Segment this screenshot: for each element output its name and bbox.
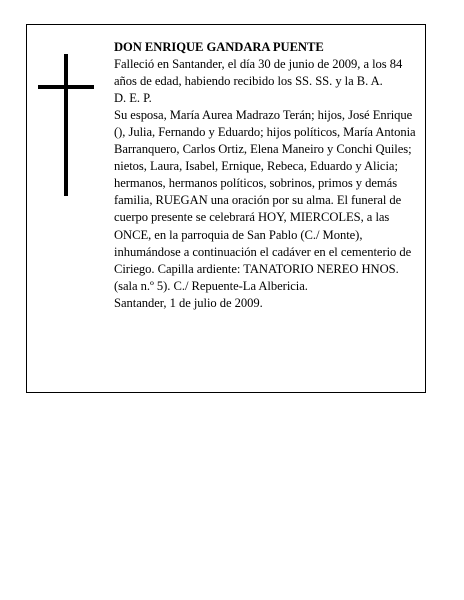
cross-horizontal-bar bbox=[38, 85, 94, 89]
deceased-name: DON ENRIQUE GANDARA PUENTE bbox=[114, 40, 324, 54]
rest-in-peace: D. E. P. bbox=[114, 91, 152, 106]
family-notice-body: Su esposa, María Aurea Madrazo Terán; hijos, José Enrique (), Julia, Fernando y Eduardo; hijos políticos, María Antonia Barranquero, Carlos Ortiz, Elena Maneiro y Conchi Quiles; nietos, Laura, Isabel, Ernique, Rebeca, Eduardo y Alicia; hermanos, hermanos políticos, sobrinos, primos y demás familia, RUEGAN una oración por su alma. El funeral de cuerpo presente se celebrará HOY, MIERCOLES, a las ONCE, en la parroquia de San Pablo (C./ Monte), inhumándose a continuación el cadáver en el cementerio de Ciriego. Capilla ardiente: TANATORIO NEREO HNOS. (sala n.º 5). C./ Repuente-La Albericia. bbox=[114, 108, 416, 293]
cross-vertical-bar bbox=[64, 54, 68, 196]
place-and-date: Santander, 1 de julio de 2009. bbox=[114, 295, 263, 310]
obituary-text bbox=[114, 39, 422, 312]
death-announcement: Falleció en Santander, el día 30 de junio de 2009, a los 84 años de edad, habiendo recibido los SS. SS. y la B. A. bbox=[114, 57, 403, 89]
